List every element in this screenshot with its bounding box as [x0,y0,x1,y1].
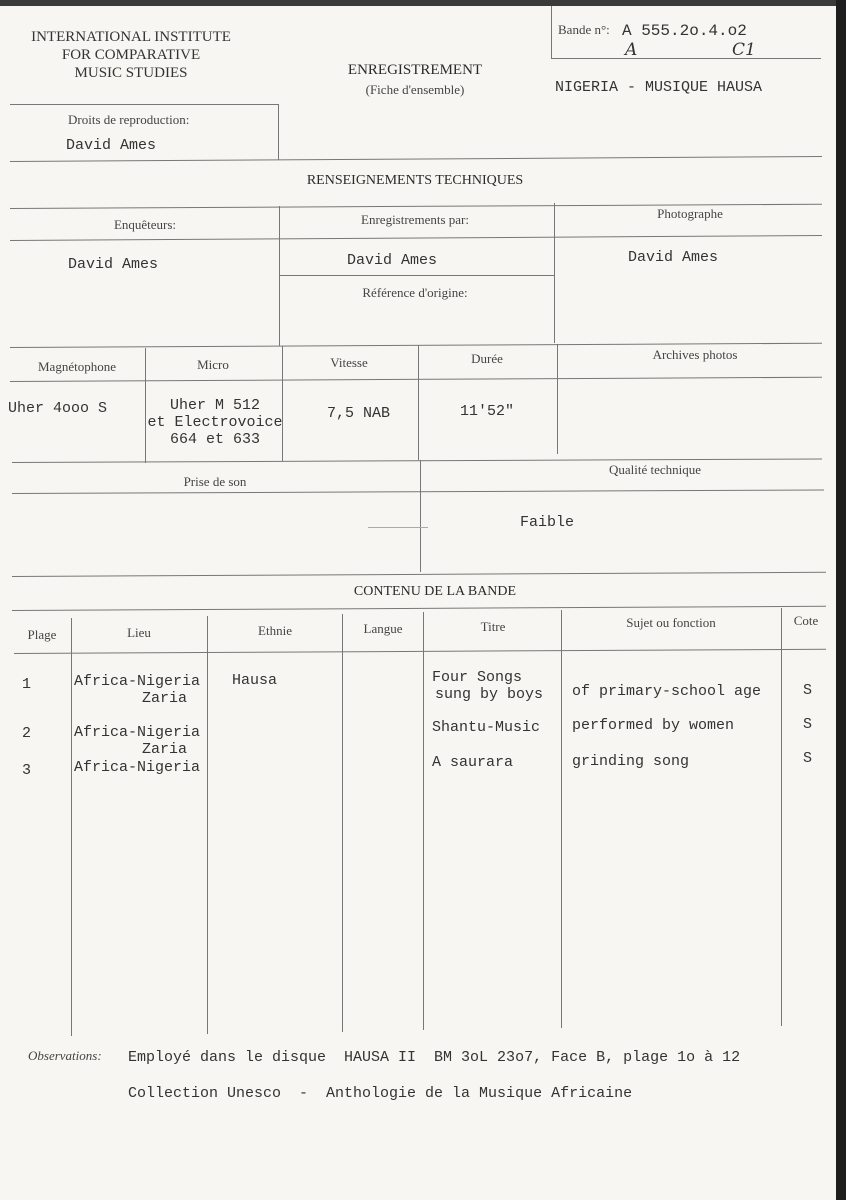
row-2-cote: S [803,716,813,733]
col-div-7 [420,460,421,572]
row-1-plage: 1 [22,676,32,693]
row-2-lieu [74,724,219,758]
col-header-lieu: Lieu [127,625,151,640]
col-div-1 [279,206,280,346]
col-div-5 [418,345,419,460]
vitesse-value: 7,5 NAB [327,405,391,422]
row-3-plage: 3 [22,762,32,779]
row-1-titre-line-1: Four Songs [432,669,523,686]
col-header-ethnie: Ethnie [258,623,292,638]
observations-line-1: Employé dans le disque HAUSA II BM 3oL 23o7, Face B, plage 1o à 12 [128,1049,741,1066]
photographe-value: David Ames [628,249,719,266]
row-1-titre-line-2: sung by boys [435,686,544,703]
magnetophone-value: Uher 4ooo S [8,400,108,417]
col-header-langue: Langue [363,621,403,636]
bande-box-left [551,6,552,58]
droits-top-line [10,104,278,105]
institute-name [6,28,256,82]
reference-label: Référence d'origine: [362,285,468,300]
col-header-plage: Plage [27,627,57,642]
table-header-line [14,649,826,654]
bande-hand-c1: C1 [732,40,756,60]
col-header-sujet: Sujet ou fonction [626,615,716,630]
row-3-titre: A saurara [432,754,514,771]
enqueteurs-value: David Ames [68,256,159,273]
tbl-div-4 [423,612,424,1030]
micro-value [140,397,290,448]
section-line-8 [12,572,826,577]
reference-line [280,275,554,276]
duree-label: Durée [471,351,503,366]
droits-label: Droits de reproduction: [68,112,190,127]
section-line-3 [10,235,822,241]
bande-box-bottom [551,58,821,59]
renseignements-title: RENSEIGNEMENTS TECHNIQUES [306,173,524,188]
prise-mark [368,527,428,528]
col-header-titre: Titre [480,619,506,634]
micro-line-3: 664 et 633 [169,431,260,448]
tbl-div-3 [342,614,343,1032]
contenu-title: CONTENU DE LA BANDE [353,584,517,599]
row-3-lieu: Africa-Nigeria [74,759,201,776]
row-1-titre [432,669,572,703]
enregistrements-label: Enregistrements par: [361,212,469,227]
duree-value: 11'52" [460,403,515,420]
institute-line-3: MUSIC STUDIES [74,65,188,81]
vitesse-label: Vitesse [330,355,368,370]
row-3-sujet: grinding song [572,753,690,770]
row-1-lieu-line-2: Zaria [142,690,188,707]
institute-line-1: INTERNATIONAL INSTITUTE [31,29,231,45]
row-1-cote: S [803,682,813,699]
col-div-6 [557,344,558,454]
archives-label: Archives photos [652,347,738,362]
col-header-cote: Cote [793,613,819,628]
section-line-9 [12,606,826,611]
row-2-plage: 2 [22,725,32,742]
photographe-label: Photographe [657,206,723,221]
enregistrements-value: David Ames [347,252,438,269]
row-2-titre: Shantu-Music [432,719,541,736]
droits-value: David Ames [66,137,157,154]
enqueteurs-label: Enquêteurs: [113,217,177,232]
row-1-lieu [74,673,219,707]
micro-label: Micro [197,357,229,372]
section-line-7 [12,489,824,494]
qualite-value: Faible [520,514,575,531]
tbl-div-6 [781,608,782,1026]
bande-hand-a: A [625,40,638,60]
row-2-lieu-line-2: Zaria [142,741,188,758]
institute-line-2: FOR COMPARATIVE [61,47,201,63]
observations-line-2: Collection Unesco - Anthologie de la Musique Africaine [128,1085,633,1102]
form-title: ENREGISTREMENT [347,62,483,78]
form-subtitle: (Fiche d'ensemble) [365,82,465,97]
qualite-label: Qualité technique [608,462,702,477]
row-3-cote: S [803,750,813,767]
col-div-2 [554,203,555,343]
micro-line-1: Uher M 512 [169,397,260,414]
magnetophone-label: Magnétophone [38,359,116,374]
row-2-lieu-line-1: Africa-Nigeria [74,724,201,741]
section-line-1 [10,156,822,162]
section-line-5 [10,377,822,382]
micro-line-2: et Electrovoice [147,414,283,431]
tbl-div-1 [71,618,72,1036]
prise-label: Prise de son [183,474,247,489]
bande-number: A 555.2o.4.o2 [622,22,747,40]
region-title: NIGERIA - MUSIQUE HAUSA [555,79,763,96]
scan-edge-right [836,0,846,1200]
observations-label: Observations: [28,1048,102,1063]
droits-right-line [278,104,279,160]
bande-label: Bande n°: [558,22,610,37]
row-1-lieu-line-1: Africa-Nigeria [74,673,201,690]
row-1-sujet: of primary-school age [572,683,762,700]
row-2-sujet: performed by women [572,717,735,734]
row-1-ethnie: Hausa [232,672,278,689]
scan-edge-top [0,0,846,6]
